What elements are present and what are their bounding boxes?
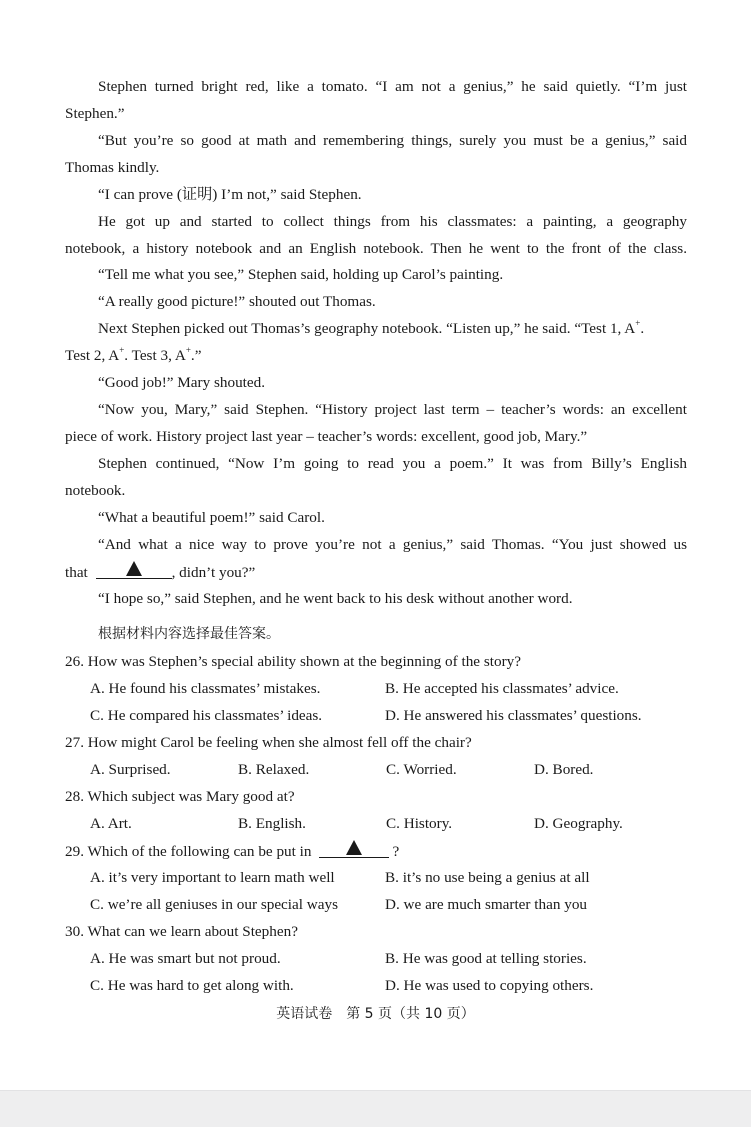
paragraph-line <box>65 346 201 366</box>
paragraph-line: Thomas kindly. <box>65 159 160 176</box>
paragraph-line <box>65 562 255 583</box>
paragraph-line: notebook, a history notebook and an English notebook. Then he went to the front of the class. <box>65 240 687 257</box>
paragraph-text: , didn’t you?” <box>171 564 256 581</box>
answer-blank <box>96 562 172 579</box>
grade-plus: + <box>185 344 191 355</box>
answer-blank <box>319 841 389 858</box>
paragraph-line: “What a beautiful poem!” said Carol. <box>98 509 325 526</box>
paragraph-line: Stephen.” <box>65 105 125 122</box>
paragraph-line: piece of work. History project last year – teacher’s words: excellent, good job, Mary.” <box>65 428 588 445</box>
question-28: 28. Which subject was Mary good at? <box>65 788 295 805</box>
option-29-c[interactable]: C. we’re all geniuses in our special ways <box>90 896 338 913</box>
option-29-a[interactable]: A. it’s very important to learn math well <box>90 869 335 886</box>
option-27-a[interactable]: A. Surprised. <box>90 761 171 778</box>
option-29-d[interactable]: D. we are much smarter than you <box>385 896 588 913</box>
option-28-c[interactable]: C. History. <box>386 815 453 832</box>
paragraph-line: “And what a nice way to prove you’re not a genius,” said Thomas. “You just showed us <box>98 536 687 553</box>
paragraph-text: . <box>640 320 645 337</box>
question-29 <box>65 841 399 862</box>
paragraph-line: He got up and started to collect things from his classmates: a painting, a geography <box>98 213 687 230</box>
triangle-icon <box>346 840 362 855</box>
option-27-b[interactable]: B. Relaxed. <box>238 761 310 778</box>
option-30-c[interactable]: C. He was hard to get along with. <box>90 977 294 994</box>
option-26-c[interactable]: C. He compared his classmates’ ideas. <box>90 707 323 724</box>
option-26-d[interactable]: D. He answered his classmates’ questions. <box>385 707 642 724</box>
option-30-b[interactable]: B. He was good at telling stories. <box>385 950 587 967</box>
question-30: 30. What can we learn about Stephen? <box>65 923 298 940</box>
option-29-b[interactable]: B. it’s no use being a genius at all <box>385 869 590 886</box>
paragraph-line: “Now you, Mary,” said Stephen. “History project last term – teacher’s words: an excellent <box>98 401 687 418</box>
paragraph-text: Test 2, A <box>65 347 120 364</box>
paragraph-line: “I hope so,” said Stephen, and he went back to his desk without another word. <box>98 590 573 607</box>
paragraph-line: “Good job!” Mary shouted. <box>98 374 266 391</box>
option-27-d[interactable]: D. Bored. <box>534 761 594 778</box>
paragraph-line: “A really good picture!” shouted out Thomas. <box>98 293 376 310</box>
option-28-b[interactable]: B. English. <box>238 815 306 832</box>
paragraph-line: notebook. <box>65 482 126 499</box>
grade-plus: + <box>635 317 641 328</box>
question-27: 27. How might Carol be feeling when she almost fell off the chair? <box>65 734 472 751</box>
paragraph-text: .” <box>190 347 202 364</box>
option-27-c[interactable]: C. Worried. <box>386 761 457 778</box>
paragraph-line: “But you’re so good at math and remembering things, surely you must be a genius,” said <box>98 132 687 149</box>
paragraph-text: that <box>65 564 88 581</box>
instruction: 根据材料内容选择最佳答案。 <box>98 626 280 642</box>
paragraph-line: Stephen continued, “Now I’m going to read you a poem.” It was from Billy’s English <box>98 455 687 472</box>
question-text: 29. Which of the following can be put in <box>65 843 312 860</box>
page-footer: 英语试卷 第 5 页（共 10 页） <box>276 1006 475 1022</box>
bottom-bar <box>0 1090 751 1127</box>
paragraph-text: . Test 3, A <box>124 347 186 364</box>
option-26-a[interactable]: A. He found his classmates’ mistakes. <box>90 680 321 697</box>
paragraph-line: “Tell me what you see,” Stephen said, holding up Carol’s painting. <box>98 266 504 283</box>
grade-plus: + <box>119 344 125 355</box>
option-30-d[interactable]: D. He was used to copying others. <box>385 977 594 994</box>
option-28-d[interactable]: D. Geography. <box>534 815 623 832</box>
question-text: ? <box>392 843 400 860</box>
option-28-a[interactable]: A. Art. <box>90 815 132 832</box>
question-26: 26. How was Stephen’s special ability shown at the beginning of the story? <box>65 653 521 670</box>
paragraph-line <box>98 319 644 339</box>
paragraph-text: Next Stephen picked out Thomas’s geography notebook. “Listen up,” he said. “Test 1, A <box>98 320 636 337</box>
option-30-a[interactable]: A. He was smart but not proud. <box>90 950 281 967</box>
triangle-icon <box>126 561 142 576</box>
paragraph-line: Stephen turned bright red, like a tomato. “I am not a genius,” he said quietly. “I’m just <box>98 78 687 95</box>
paragraph-line: “I can prove (证明) I’m not,” said Stephen. <box>98 186 362 203</box>
option-26-b[interactable]: B. He accepted his classmates’ advice. <box>385 680 619 697</box>
